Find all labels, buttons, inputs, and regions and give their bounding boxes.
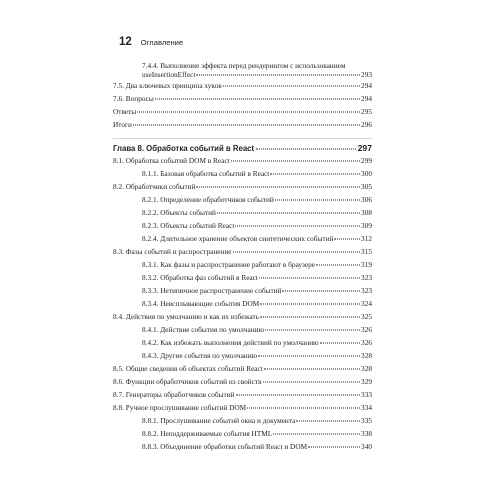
toc-entry-text: 7.5. Два ключевых принципа хуков [113,81,222,90]
toc-entry-7-5 [113,81,372,90]
toc-entry-text: 8.4.3. Другие события по умолчанию [142,351,258,360]
toc-entry-8-8-3 [142,442,372,451]
toc-page-number: 323 [361,273,372,282]
running-title: Оглавление [140,38,184,47]
toc-entry-text: 7.6. Вопросы [113,94,154,103]
toc-page-number: 325 [361,312,372,321]
toc-page-number: 326 [361,338,372,347]
toc-entry-text: 8.2.3. Объекты событий React [142,221,235,230]
toc-entry-8-4-1 [142,325,372,334]
toc-page-number: 294 [361,81,372,90]
toc-entry-text: 8.3.3. Нетипичное распространение событий [142,286,282,295]
dot-leader [233,252,361,253]
toc-entry-text: 8.8.2. Неподдерживаемые события HTML [142,429,273,438]
toc-page-number: 340 [361,442,372,451]
toc-page-number: 308 [361,208,372,217]
toc-page-number: 305 [361,182,372,191]
toc-page-number: 312 [361,234,372,243]
chapter-page-number: 297 [357,143,372,153]
toc-entry-text: 8.2.1. Определение обработчиков событий [142,195,274,204]
dot-leader [247,408,360,409]
dot-leader [273,434,360,435]
toc-page-number: 334 [361,403,372,412]
toc-page-number: 328 [361,351,372,360]
toc-entry-8-3-2 [142,273,372,282]
toc-entry-text: 8.2.4. Длительное хранение объектов синтетических событий [142,234,334,243]
toc-page-number: 293 [361,70,372,79]
toc-entry-text: Итоги [113,120,132,129]
toc-entry-text: 7.4.4. Выполнение эффекта перед рендерингом с использованием [142,61,346,70]
dot-leader [320,343,360,344]
dot-leader [258,356,360,357]
toc-entry-8-2-2 [142,208,372,217]
toc-page-number: 328 [361,364,372,373]
toc-entry-8-3 [113,247,372,256]
dot-leader [217,213,360,214]
toc-entry-text: 8.1.1. Базовая обработка событий в React [142,169,270,178]
toc-entry-text-continued: useInsertionEffect [142,70,196,79]
toc-entry-text: 8.5. Общие сведения об объектах событий React [113,364,263,373]
dot-leader [231,161,360,162]
toc-chapter-8 [113,143,372,153]
toc-page-number: 329 [361,377,372,386]
toc-page-number: 338 [361,429,372,438]
toc-page-number: 306 [361,195,372,204]
dot-leader [260,317,360,318]
toc-entry-text: 8.7. Генераторы обработчиков событий [113,390,235,399]
dot-leader [196,75,360,76]
toc-entry-8-4-2 [142,338,372,347]
toc-page-number: 299 [361,156,372,165]
section-divider [113,138,372,139]
dot-leader [235,226,360,227]
toc-page-number: 296 [361,120,372,129]
toc-entry-answers [113,107,372,116]
toc-entry-8-2 [113,182,372,191]
dot-leader [260,304,360,305]
toc-entry-7-6 [113,94,372,103]
toc-entry-8-8-2 [142,429,372,438]
chapter-title: Глава 8. Обработка событий в React [113,144,255,153]
toc-page-number: 295 [361,107,372,116]
dot-leader [196,187,360,188]
toc-page-number: 300 [361,169,372,178]
toc-entry-8-6 [113,377,372,386]
dot-leader [264,369,360,370]
toc-entry-8-8 [113,403,372,412]
toc-entry-7-4-4 [142,61,372,79]
dot-leader [308,447,360,448]
toc-page-number: 324 [361,299,372,308]
toc-page-number: 315 [361,247,372,256]
toc-entry-text: 8.1. Обработка событий DOM в React [113,156,230,165]
toc-entry-8-2-3 [142,221,372,230]
toc-entry-8-5 [113,364,372,373]
toc-entry-8-7 [113,390,372,399]
toc-page-number: 309 [361,221,372,230]
toc-entry-text: 8.3.1. Как фазы и распространение работают в браузере [142,260,316,269]
toc-entry-8-4 [113,312,372,321]
toc-entry-text: 8.4.1. Действие события по умолчанию [142,325,264,334]
toc-entry-text: 8.8.1. Прослушивание событий окна и документа [142,416,296,425]
toc-entry-text: 8.4. Действия по умолчанию и как их избежать [113,312,260,321]
toc-page-number: 333 [361,390,372,399]
dot-leader [256,149,356,150]
dot-leader [275,200,360,201]
dot-leader [265,330,360,331]
dot-leader [296,421,360,422]
dot-leader [316,265,360,266]
dot-leader [155,99,360,100]
dot-leader [263,382,361,383]
toc-page-number: 319 [361,260,372,269]
toc-entry-text: 8.2. Обработчики событий [113,182,196,191]
toc-entry-text: 8.8. Ручное прослушивание событий DOM [113,403,247,412]
toc-entry-8-8-1 [142,416,372,425]
toc-entry-text: 8.4.2. Как избежать выполнения действий по умолчанию [142,338,319,347]
dot-leader [223,86,360,87]
toc-entry-text: 8.3. Фазы событий и распространение [113,247,232,256]
toc-entry-8-3-3 [142,286,372,295]
toc-entry-8-2-4 [142,234,372,243]
toc-entry-8-1-1 [142,169,372,178]
toc-page-number: 335 [361,416,372,425]
toc-entry-8-1 [113,156,372,165]
toc-entry-text: 8.3.2. Обработка фаз событий в React [142,273,258,282]
toc-page-number: 294 [361,94,372,103]
toc-entry-8-4-3 [142,351,372,360]
toc-entry-text: Ответы [113,107,137,116]
toc-entry-text: 8.8.3. Объединение обработки событий React и DOM [142,442,308,451]
toc-entry-text: 8.2.2. Объекты событий [142,208,216,217]
toc-page-number: 323 [361,286,372,295]
toc-entry-summary [113,120,372,129]
toc-page-number: 326 [361,325,372,334]
dot-leader [259,278,360,279]
dot-leader [133,125,360,126]
toc-entry-8-2-1 [142,195,372,204]
toc-entry-text: 8.3.4. Невсплывающие события DOM [142,299,260,308]
dot-leader [334,239,360,240]
toc-entry-8-3-4 [142,299,372,308]
page-number: 12 [119,36,132,48]
dot-leader [137,112,360,113]
toc-entry-text: 8.6. Функции обработчиков событий из свойств [113,377,262,386]
toc-entry-8-3-1 [142,260,372,269]
dot-leader [282,291,360,292]
dot-leader [270,174,360,175]
dot-leader [236,395,361,396]
